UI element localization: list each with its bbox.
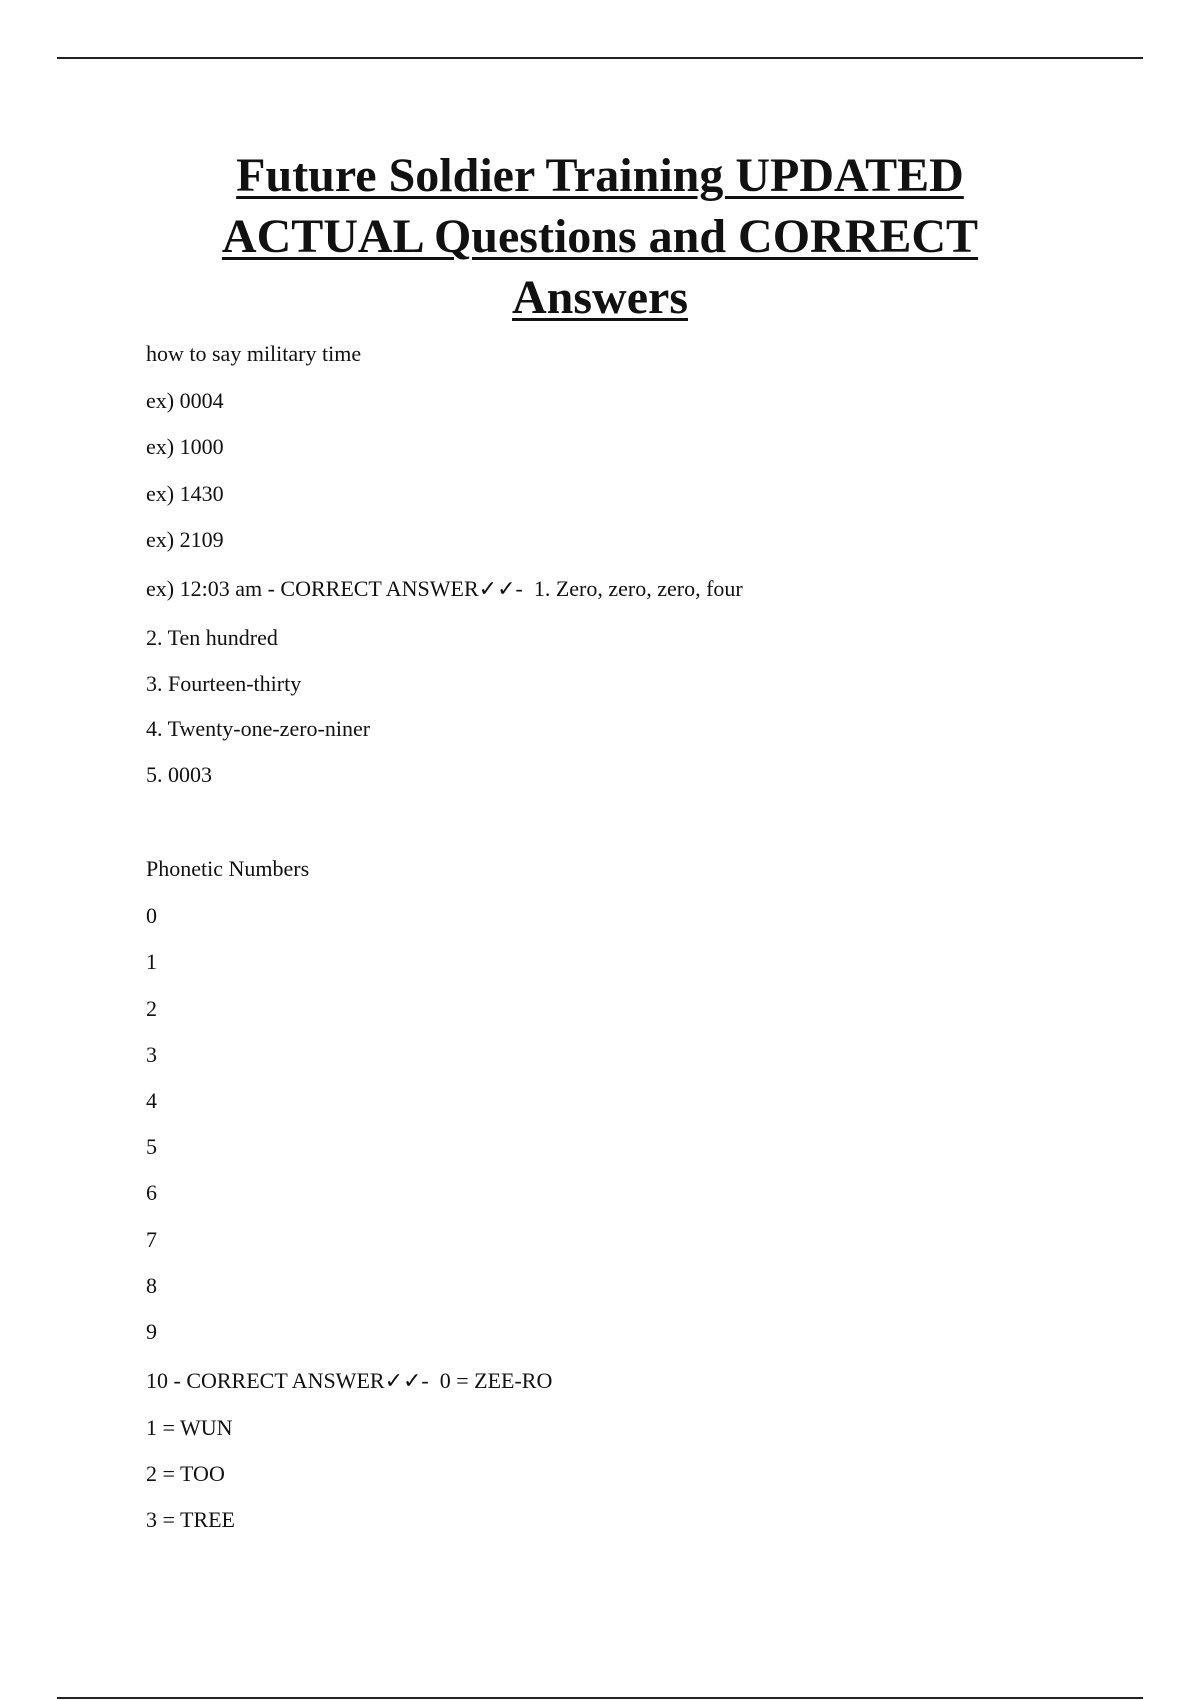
number-line: 8 xyxy=(146,1273,157,1298)
document-title xyxy=(100,145,1100,328)
number-line: 3 xyxy=(146,1042,157,1067)
title-line-2: ACTUAL Questions and CORRECT xyxy=(221,210,979,263)
number-line: 7 xyxy=(146,1227,157,1252)
answer-line: 4. Twenty-one-zero-niner xyxy=(146,716,371,741)
number-line: 9 xyxy=(146,1319,157,1344)
answer-line: 3. Fourteen-thirty xyxy=(146,671,302,696)
number-line: 6 xyxy=(146,1180,157,1205)
example-line: ex) 1430 xyxy=(146,481,224,506)
answer-line: 5. 0003 xyxy=(146,762,212,787)
answer-line: 10 - CORRECT ANSWER✓✓- 0 = ZEE-RO xyxy=(146,1368,553,1393)
question-line: how to say military time xyxy=(146,341,362,366)
answer-line: ex) 12:03 am - CORRECT ANSWER✓✓- 1. Zero, zero, zero, four xyxy=(146,576,743,601)
number-line: 0 xyxy=(146,903,157,928)
answer-line: 2. Ten hundred xyxy=(146,625,278,650)
title-line-1: Future Soldier Training UPDATED xyxy=(236,149,964,202)
answer-line: 2 = TOO xyxy=(146,1461,225,1486)
example-line: ex) 0004 xyxy=(146,388,224,413)
number-line: 2 xyxy=(146,996,157,1021)
answer-line: 1 = WUN xyxy=(146,1415,233,1440)
example-line: ex) 1000 xyxy=(146,434,224,459)
title-line-3: Answers xyxy=(512,271,688,324)
bottom-divider xyxy=(57,1697,1143,1699)
number-line: 4 xyxy=(146,1088,157,1113)
example-line: ex) 2109 xyxy=(146,527,224,552)
number-line: 5 xyxy=(146,1134,157,1159)
answer-line: 3 = TREE xyxy=(146,1507,235,1532)
question-line: Phonetic Numbers xyxy=(146,856,310,881)
number-line: 1 xyxy=(146,949,157,974)
top-divider xyxy=(57,57,1143,59)
